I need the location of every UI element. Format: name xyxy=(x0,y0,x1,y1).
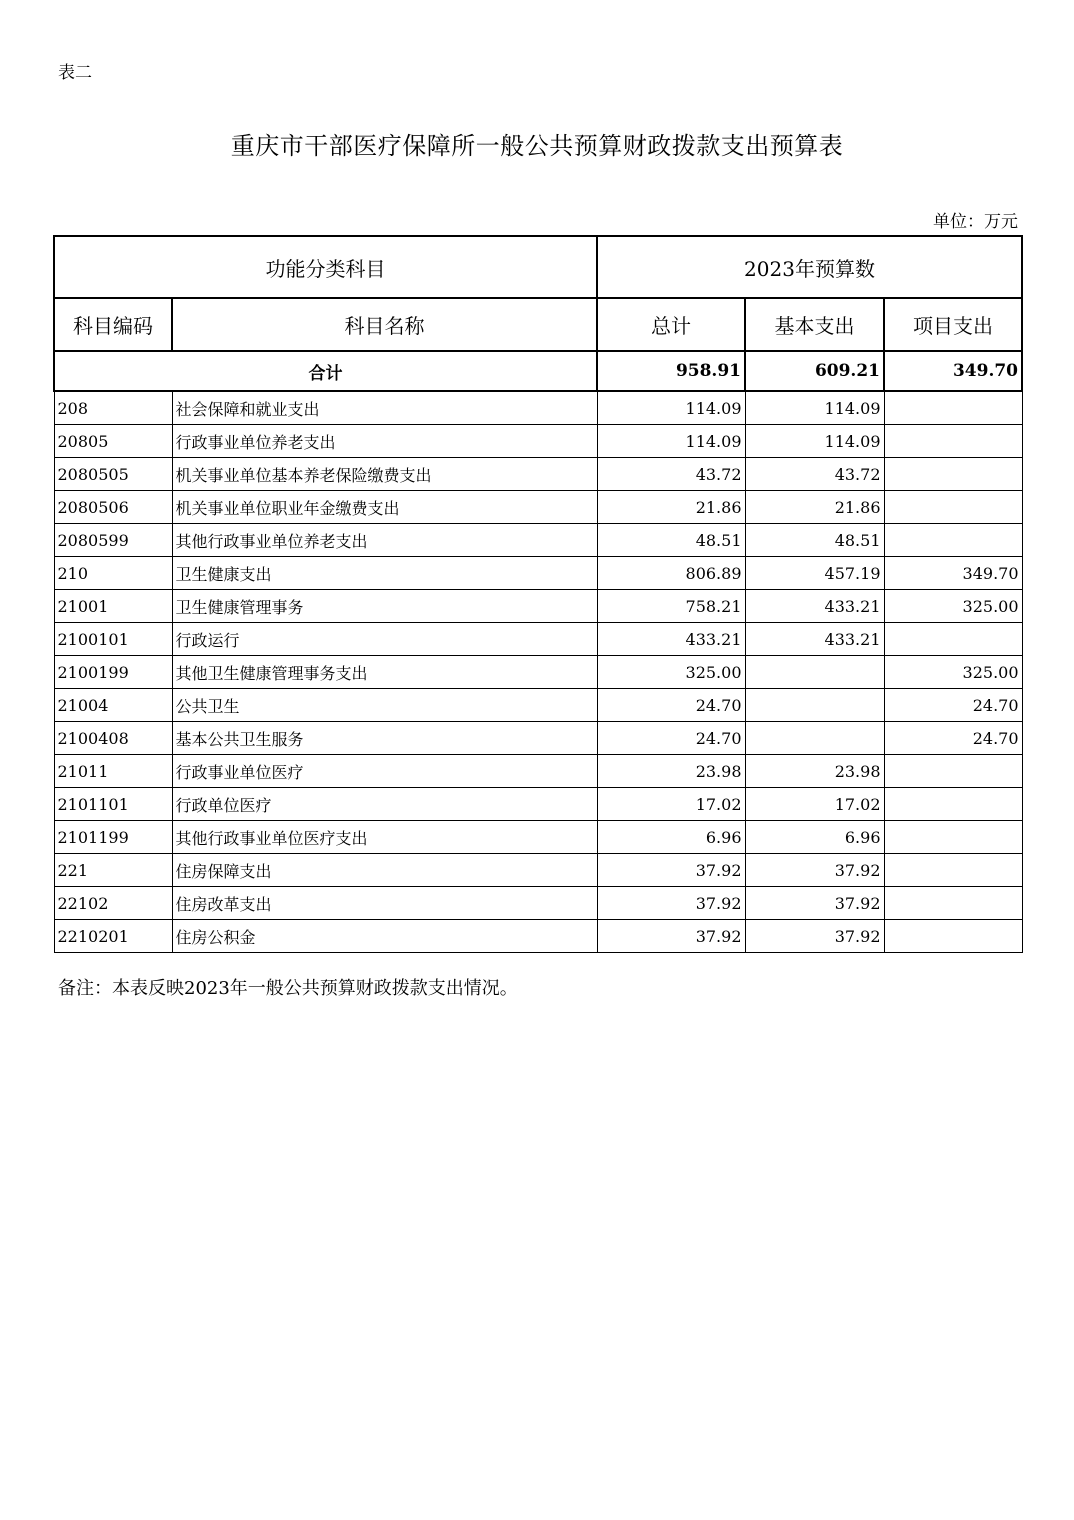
project-expenditure-cell: 325.00 xyxy=(884,656,1022,689)
total-cell: 48.51 xyxy=(597,524,745,557)
subject-name-cell: 机关事业单位基本养老保险缴费支出 xyxy=(172,458,597,491)
total-cell: 23.98 xyxy=(597,755,745,788)
total-cell: 758.21 xyxy=(597,590,745,623)
subject-name-cell: 社会保障和就业支出 xyxy=(172,391,597,425)
budget-table xyxy=(53,235,1023,953)
project-expenditure-cell: 349.70 xyxy=(884,557,1022,590)
subject-code-cell: 2210201 xyxy=(54,920,172,953)
total-cell: 114.09 xyxy=(597,391,745,425)
footnote: 备注：本表反映2023年一般公共预算财政拨款支出情况。 xyxy=(58,978,518,999)
subject-name-cell: 其他行政事业单位医疗支出 xyxy=(172,821,597,854)
project-expenditure-cell xyxy=(884,491,1022,524)
table-row xyxy=(54,590,1022,623)
header-project-expenditure: 项目支出 xyxy=(884,298,1022,351)
basic-expenditure-cell: 37.92 xyxy=(745,854,884,887)
header-budget-year: 2023年预算数 xyxy=(597,236,1022,298)
table-row xyxy=(54,425,1022,458)
subject-code-cell: 21011 xyxy=(54,755,172,788)
header-group-row xyxy=(54,236,1022,298)
project-expenditure-cell xyxy=(884,458,1022,491)
header-total: 总计 xyxy=(597,298,745,351)
subject-name-cell: 基本公共卫生服务 xyxy=(172,722,597,755)
subject-code-cell: 21001 xyxy=(54,590,172,623)
table-row xyxy=(54,391,1022,425)
basic-expenditure-cell: 21.86 xyxy=(745,491,884,524)
subject-code-cell: 221 xyxy=(54,854,172,887)
table-row xyxy=(54,656,1022,689)
subject-name-cell: 住房公积金 xyxy=(172,920,597,953)
subject-name-cell: 行政单位医疗 xyxy=(172,788,597,821)
page-title: 重庆市干部医疗保障所一般公共预算财政拨款支出预算表 xyxy=(230,132,844,160)
basic-expenditure-cell: 457.19 xyxy=(745,557,884,590)
project-expenditure-cell xyxy=(884,854,1022,887)
table-row xyxy=(54,920,1022,953)
basic-expenditure-cell: 433.21 xyxy=(745,590,884,623)
table-row xyxy=(54,854,1022,887)
total-sum: 958.91 xyxy=(597,351,745,391)
subject-name-cell: 行政事业单位养老支出 xyxy=(172,425,597,458)
total-cell: 24.70 xyxy=(597,722,745,755)
subject-code-cell: 2100199 xyxy=(54,656,172,689)
total-cell: 325.00 xyxy=(597,656,745,689)
total-row xyxy=(54,351,1022,391)
table-row xyxy=(54,887,1022,920)
subject-name-cell: 住房改革支出 xyxy=(172,887,597,920)
total-cell: 114.09 xyxy=(597,425,745,458)
header-columns-row xyxy=(54,298,1022,351)
subject-code-cell: 2100101 xyxy=(54,623,172,656)
header-functional-classification: 功能分类科目 xyxy=(54,236,597,298)
total-cell: 37.92 xyxy=(597,887,745,920)
project-expenditure-cell xyxy=(884,391,1022,425)
subject-name-cell: 行政运行 xyxy=(172,623,597,656)
subject-name-cell: 其他行政事业单位养老支出 xyxy=(172,524,597,557)
document-label: 表二 xyxy=(58,63,92,83)
total-label: 合计 xyxy=(54,351,597,391)
header-subject-code: 科目编码 xyxy=(54,298,172,351)
total-cell: 6.96 xyxy=(597,821,745,854)
table-row xyxy=(54,689,1022,722)
basic-expenditure-cell: 48.51 xyxy=(745,524,884,557)
subject-code-cell: 2101199 xyxy=(54,821,172,854)
table-row xyxy=(54,821,1022,854)
basic-expenditure-cell: 17.02 xyxy=(745,788,884,821)
header-basic-expenditure: 基本支出 xyxy=(745,298,884,351)
unit-label: 单位：万元 xyxy=(933,212,1018,232)
table-row xyxy=(54,524,1022,557)
total-project: 349.70 xyxy=(884,351,1022,391)
subject-code-cell: 21004 xyxy=(54,689,172,722)
table-row xyxy=(54,491,1022,524)
header-subject-name: 科目名称 xyxy=(172,298,597,351)
basic-expenditure-cell: 23.98 xyxy=(745,755,884,788)
basic-expenditure-cell xyxy=(745,689,884,722)
subject-code-cell: 2080505 xyxy=(54,458,172,491)
project-expenditure-cell: 325.00 xyxy=(884,590,1022,623)
basic-expenditure-cell xyxy=(745,656,884,689)
basic-expenditure-cell: 37.92 xyxy=(745,887,884,920)
basic-expenditure-cell: 37.92 xyxy=(745,920,884,953)
subject-name-cell: 行政事业单位医疗 xyxy=(172,755,597,788)
total-cell: 806.89 xyxy=(597,557,745,590)
project-expenditure-cell xyxy=(884,524,1022,557)
total-cell: 21.86 xyxy=(597,491,745,524)
subject-name-cell: 公共卫生 xyxy=(172,689,597,722)
project-expenditure-cell xyxy=(884,425,1022,458)
subject-code-cell: 210 xyxy=(54,557,172,590)
total-cell: 37.92 xyxy=(597,854,745,887)
subject-name-cell: 机关事业单位职业年金缴费支出 xyxy=(172,491,597,524)
subject-name-cell: 住房保障支出 xyxy=(172,854,597,887)
total-basic: 609.21 xyxy=(745,351,884,391)
total-cell: 433.21 xyxy=(597,623,745,656)
subject-name-cell: 其他卫生健康管理事务支出 xyxy=(172,656,597,689)
project-expenditure-cell: 24.70 xyxy=(884,689,1022,722)
subject-code-cell: 20805 xyxy=(54,425,172,458)
project-expenditure-cell: 24.70 xyxy=(884,722,1022,755)
subject-name-cell: 卫生健康管理事务 xyxy=(172,590,597,623)
table-row xyxy=(54,557,1022,590)
project-expenditure-cell xyxy=(884,920,1022,953)
total-cell: 37.92 xyxy=(597,920,745,953)
subject-code-cell: 2100408 xyxy=(54,722,172,755)
total-cell: 43.72 xyxy=(597,458,745,491)
subject-code-cell: 2080506 xyxy=(54,491,172,524)
basic-expenditure-cell: 6.96 xyxy=(745,821,884,854)
project-expenditure-cell xyxy=(884,887,1022,920)
total-cell: 17.02 xyxy=(597,788,745,821)
subject-code-cell: 2080599 xyxy=(54,524,172,557)
basic-expenditure-cell xyxy=(745,722,884,755)
project-expenditure-cell xyxy=(884,788,1022,821)
subject-code-cell: 2101101 xyxy=(54,788,172,821)
basic-expenditure-cell: 43.72 xyxy=(745,458,884,491)
subject-code-cell: 208 xyxy=(54,391,172,425)
table-row xyxy=(54,755,1022,788)
project-expenditure-cell xyxy=(884,755,1022,788)
table-row xyxy=(54,722,1022,755)
basic-expenditure-cell: 114.09 xyxy=(745,425,884,458)
project-expenditure-cell xyxy=(884,623,1022,656)
basic-expenditure-cell: 114.09 xyxy=(745,391,884,425)
project-expenditure-cell xyxy=(884,821,1022,854)
total-cell: 24.70 xyxy=(597,689,745,722)
basic-expenditure-cell: 433.21 xyxy=(745,623,884,656)
table-row xyxy=(54,623,1022,656)
subject-code-cell: 22102 xyxy=(54,887,172,920)
table-row xyxy=(54,458,1022,491)
table-row xyxy=(54,788,1022,821)
subject-name-cell: 卫生健康支出 xyxy=(172,557,597,590)
